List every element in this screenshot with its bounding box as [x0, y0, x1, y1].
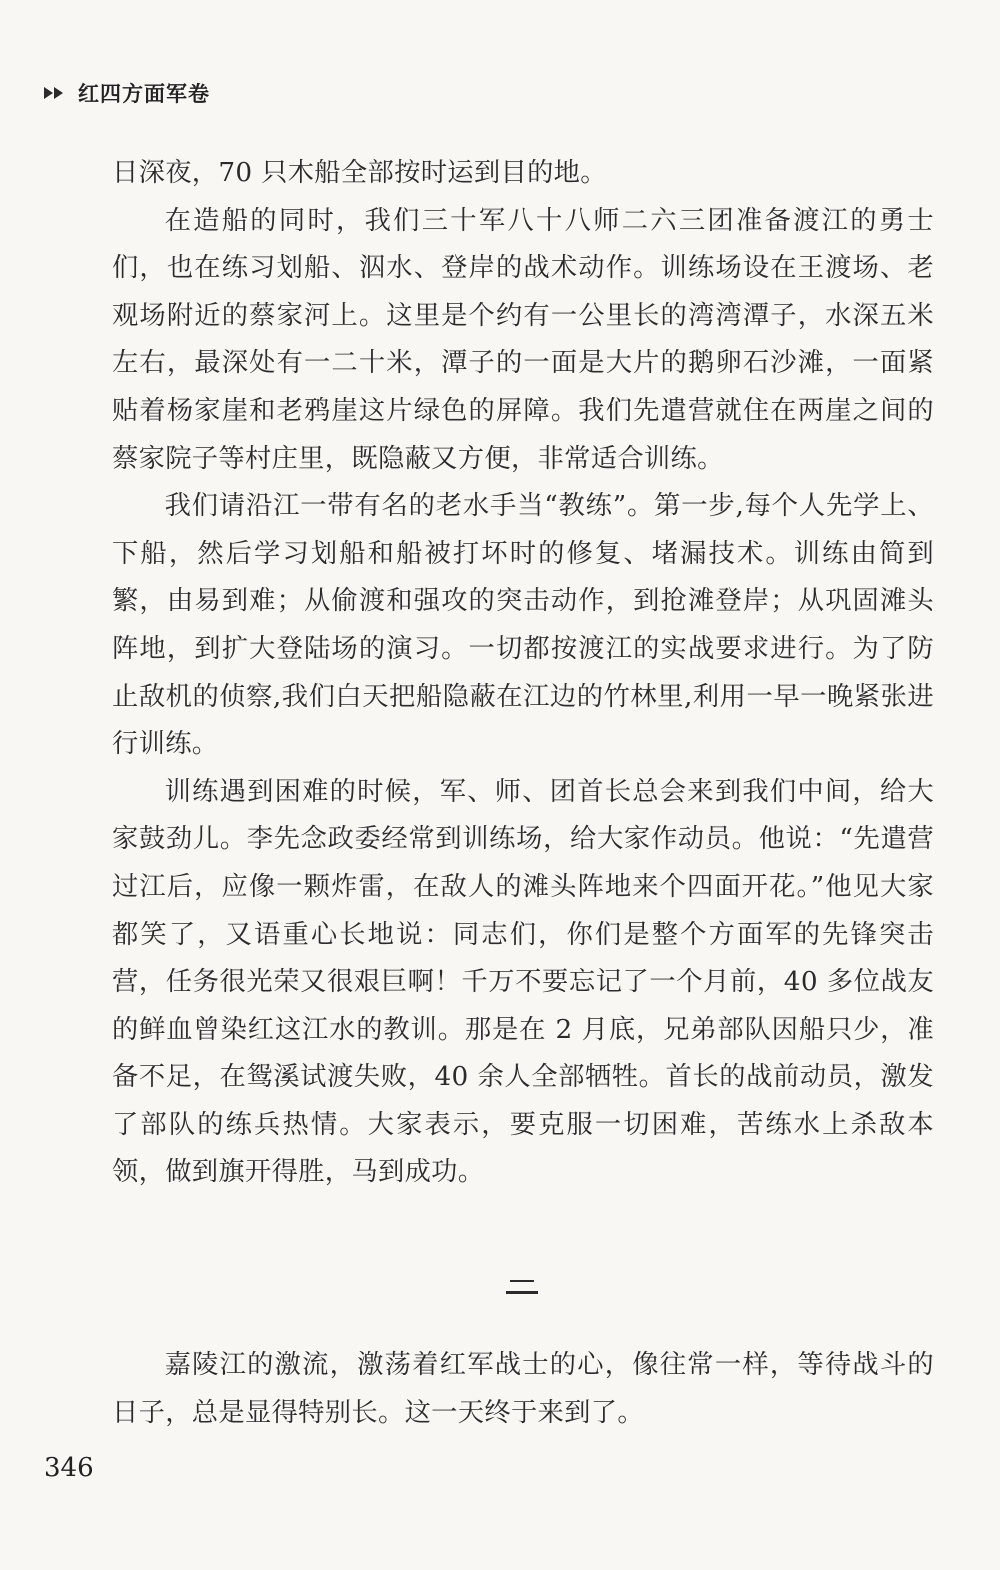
section-heading-numeral: [506, 1278, 538, 1296]
paragraph: 在造船的同时，我们三十军八十八师二六三团准备渡江的勇士们，也在练习划船、泅水、登岸的战术动作。训练场设在王渡场、老观场附近的蔡家河上。这里是个约有一公里长的湾湾潭子，水深五米左右，最深处有一二十米，潭子的一面是大片的鹅卵石沙滩，一面紧贴着杨家崖和老鸦崖这片绿色的屏障。我们先遣营就住在两崖之间的蔡家院子等村庄里，既隐蔽又方便，非常适合训练。: [112, 205, 934, 474]
body-text: [112, 150, 934, 1197]
page-number: 346: [44, 1453, 94, 1483]
running-header: [44, 78, 210, 108]
paragraph: 我们请沿江一带有名的老水手当“教练”。第一步,每个人先学上、下船，然后学习划船和船被打坏时的修复、堵漏技术。训练由简到繁，由易到难；从偷渡和强攻的突击动作，到抢滩登岸；从巩固滩头阵地，到扩大登陆场的演习。一切都按渡江的实战要求进行。为了防止敌机的侦察,我们白天把船隐蔽在江边的竹林里,利用一早一晚紧张进行训练。: [112, 491, 934, 760]
paragraph: 嘉陵江的激流，激荡着红军战士的心，像往常一样，等待战斗的日子，总是显得特别长。这一天终于来到了。: [112, 1350, 934, 1428]
double-right-triangle-icon: [44, 87, 64, 99]
paragraph: 训练遇到困难的时候，军、师、团首长总会来到我们中间，给大家鼓劲儿。李先念政委经常到训练场，给大家作动员。他说：“先遣营过江后，应像一颗炸雷，在敌人的滩头阵地来个四面开花。”他见大家都笑了，又语重心长地说：同志们，你们是整个方面军的先锋突击营，任务很光荣又很艰巨啊！千万不要忘记了一个月前，40 多位战友的鲜血曾染红这江水的教训。那是在 2 月底，兄弟部队因船只少，准备不足，在鸳溪试渡失败，40 余人全部牺牲。首长的战前动员，激发了部队的练兵热情。大家表示，要克服一切困难，苦练水上杀敌本领，做到旗开得胜，马到成功。: [112, 776, 934, 1188]
paragraph-continuation: 日深夜，70 只木船全部按时运到目的地。: [112, 158, 607, 188]
section-two-text: [112, 1342, 934, 1437]
section-numeral-text: [506, 1278, 507, 1279]
running-title: 红四方面军卷: [78, 82, 210, 106]
